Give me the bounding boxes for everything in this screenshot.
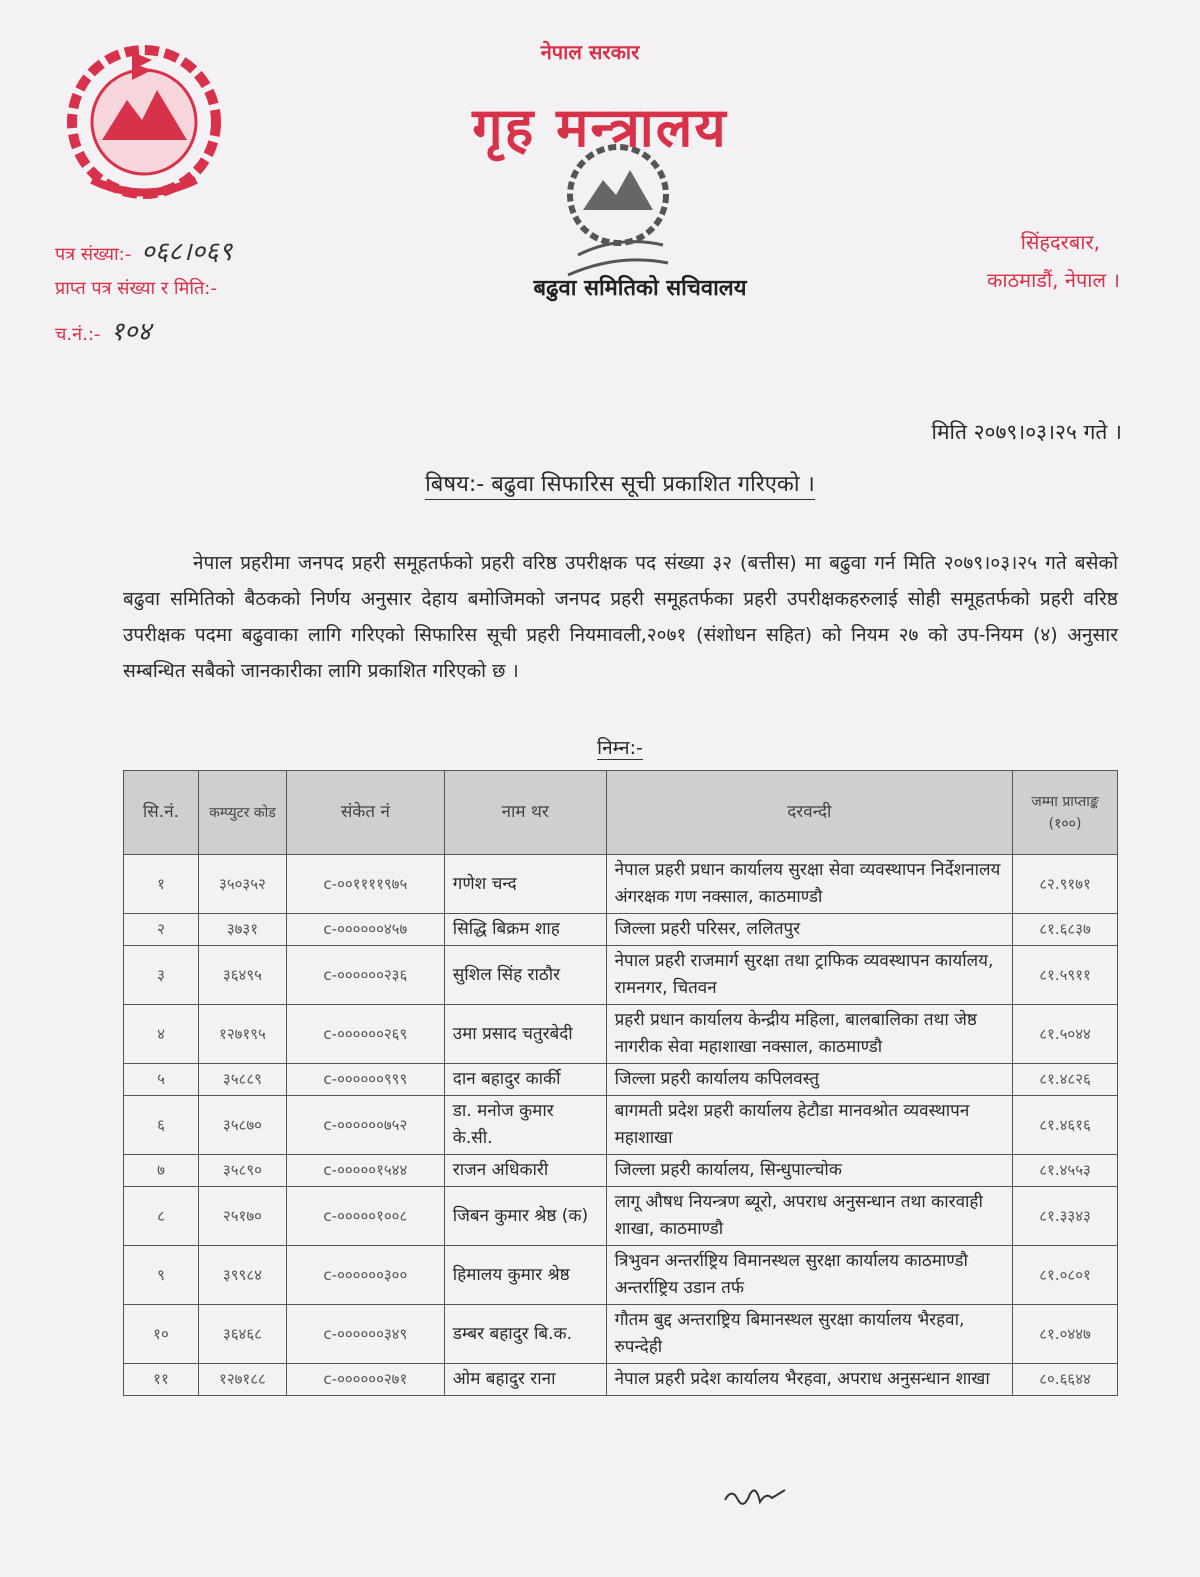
symbol-number-cell: c-००००००७५२ <box>286 1096 444 1155</box>
column-header-serial: सि.नं. <box>124 771 199 855</box>
symbol-number-cell: c-००००००९९९ <box>286 1064 444 1096</box>
post-cell: नेपाल प्रहरी प्रदेश कार्यालय भैरहवा, अपराध अनुसन्धान शाखा <box>606 1364 1012 1396</box>
post-cell: त्रिभुवन अन्तर्राष्ट्रिय विमानस्थल सुरक्षा कार्यालय काठमाण्डौ अन्तर्राष्ट्रिय उडान तर्फ <box>606 1246 1012 1305</box>
name-cell: राजन अधिकारी <box>444 1155 606 1187</box>
list-label <box>0 734 1200 760</box>
serial-cell: ८ <box>124 1187 199 1246</box>
serial-cell: ११ <box>124 1364 199 1396</box>
serial-cell: ७ <box>124 1155 199 1187</box>
table-row <box>124 1364 1118 1396</box>
ministry-seal-icon <box>548 135 688 285</box>
computer-code-cell: ३७३१ <box>198 914 286 946</box>
name-cell: दान बहादुर कार्की <box>444 1064 606 1096</box>
total-score-cell: ८०.६६४४ <box>1013 1364 1118 1396</box>
post-cell: जिल्ला प्रहरी कार्यालय कपिलवस्तु <box>606 1064 1012 1096</box>
symbol-number-cell: c-००००००३०० <box>286 1246 444 1305</box>
total-score-cell: ८१.०८०१ <box>1013 1246 1118 1305</box>
table-row <box>124 1096 1118 1155</box>
total-score-cell: ८१.४८२६ <box>1013 1064 1118 1096</box>
column-header-computer-code: कम्प्युटर कोड <box>198 771 286 855</box>
post-cell: नेपाल प्रहरी राजमार्ग सुरक्षा तथा ट्राफिक व्यवस्थापन कार्यालय, रामनगर, चितवन <box>606 946 1012 1005</box>
symbol-number-cell: c-०००००१५४४ <box>286 1155 444 1187</box>
post-cell: जिल्ला प्रहरी परिसर, ललितपुर <box>606 914 1012 946</box>
letter-number-label: पत्र संख्या:- <box>55 244 132 265</box>
total-score-cell: ८२.९१७१ <box>1013 855 1118 914</box>
address-line-2: काठमाडौं, नेपाल । <box>986 268 1120 292</box>
computer-code-cell: १२७१९५ <box>198 1005 286 1064</box>
table-row <box>124 855 1118 914</box>
letter-number <box>55 232 232 268</box>
symbol-number-cell: c-००००००४५७ <box>286 914 444 946</box>
name-cell: डा. मनोज कुमार के.सी. <box>444 1096 606 1155</box>
received-letter-label: प्राप्त पत्र संख्या र मिति:- <box>55 278 217 299</box>
serial-cell: ३ <box>124 946 199 1005</box>
computer-code-cell: ३५८९० <box>198 1155 286 1187</box>
computer-code-cell: १२७१८८ <box>198 1364 286 1396</box>
government-heading: नेपाल सरकार <box>540 40 640 64</box>
column-header-post: दरवन्दी <box>606 771 1012 855</box>
table-row <box>124 1005 1118 1064</box>
signature <box>720 1482 790 1519</box>
symbol-number-cell: c-००००००२७१ <box>286 1364 444 1396</box>
ministry-title: गृह मन्त्रालय <box>472 96 728 159</box>
dispatch-number-label: च.नं.:- <box>55 324 101 345</box>
dispatch-number <box>55 312 151 348</box>
computer-code-cell: ३५०३५२ <box>198 855 286 914</box>
total-score-cell: ८१.०४४७ <box>1013 1305 1118 1364</box>
total-score-cell: ८१.४५५३ <box>1013 1155 1118 1187</box>
total-score-cell: ८१.५०४४ <box>1013 1005 1118 1064</box>
computer-code-cell: ३६४९५ <box>198 946 286 1005</box>
symbol-number-cell: c-०००००१००८ <box>286 1187 444 1246</box>
signature-icon <box>720 1482 790 1512</box>
secretariat-title: बढुवा समितिको सचिवालय <box>533 276 747 301</box>
table-row <box>124 1246 1118 1305</box>
table-row <box>124 1305 1118 1364</box>
column-header-total-score: जम्मा प्राप्ताङ्क (१००) <box>1013 771 1118 855</box>
table-header-row <box>124 771 1118 855</box>
address-line-1: सिंहदरबार, <box>1020 230 1100 254</box>
subject-text: बिषय:- बढुवा सिफारिस सूची प्रकाशित गरिएको । <box>425 472 815 500</box>
name-cell: हिमालय कुमार श्रेष्ठ <box>444 1246 606 1305</box>
serial-cell: ९ <box>124 1246 199 1305</box>
total-score-cell: ८१.४६१६ <box>1013 1096 1118 1155</box>
subject-line <box>0 468 1200 498</box>
list-label-text: निम्न:- <box>597 737 643 759</box>
body-paragraph: नेपाल प्रहरीमा जनपद प्रहरी समूहतर्फको प्रहरी वरिष्ठ उपरीक्षक पद संख्या ३२ (बत्तीस) मा बढुवा गर्न मिति २०७९।०३।२५ गते बसेको बढुवा समितिको बैठकको निर्णय अनुसार देहाय बमोजिमको जनपद प्रहरी समूहतर्फका प्रहरी उपरीक्षकहरुलाई सोही समूहतर्फको प्रहरी वरिष्ठ उपरीक्षक पदमा बढुवाका लागि गरिएको सिफारिस सूची प्रहरी नियमावली,२०७१ (संशोधन सहित) को नियम २७ को उप-नियम (४) अनुसार सम्बन्धित सबैको जानकारीका लागि प्रकाशित गरिएको छ । <box>123 552 1118 682</box>
serial-cell: ६ <box>124 1096 199 1155</box>
promotion-list-table <box>123 770 1118 1396</box>
serial-cell: ५ <box>124 1064 199 1096</box>
serial-cell: ४ <box>124 1005 199 1064</box>
post-cell: नेपाल प्रहरी प्रधान कार्यालय सुरक्षा सेवा व्यवस्थापन निर्देशनालय अंगरक्षक गण नक्साल, काठमाण्डौ <box>606 855 1012 914</box>
post-cell: गौतम बुद्द अन्तराष्ट्रिय बिमानस्थल सुरक्षा कार्यालय भैरहवा, रुपन्देही <box>606 1305 1012 1364</box>
computer-code-cell: ३५८७० <box>198 1096 286 1155</box>
computer-code-cell: ३६४६८ <box>198 1305 286 1364</box>
name-cell: गणेश चन्द <box>444 855 606 914</box>
symbol-number-cell: c-००००००२३६ <box>286 946 444 1005</box>
post-cell: जिल्ला प्रहरी कार्यालय, सिन्धुपाल्चोक <box>606 1155 1012 1187</box>
computer-code-cell: ३९९८४ <box>198 1246 286 1305</box>
post-cell: बागमती प्रदेश प्रहरी कार्यालय हेटौडा मानवश्रोत व्यवस्थापन महाशाखा <box>606 1096 1012 1155</box>
serial-cell: १० <box>124 1305 199 1364</box>
post-cell: प्रहरी प्रधान कार्यालय केन्द्रीय महिला, बालबालिका तथा जेष्ठ नागरीक सेवा महाशाखा नक्साल, काठमाण्डौ <box>606 1005 1012 1064</box>
name-cell: डम्बर बहादुर बि.क. <box>444 1305 606 1364</box>
symbol-number-cell: c-००११११९७५ <box>286 855 444 914</box>
post-cell: लागू औषध नियन्त्रण ब्यूरो, अपराध अनुसन्धान तथा कारवाही शाखा, काठमाण्डौ <box>606 1187 1012 1246</box>
table-row <box>124 914 1118 946</box>
name-cell: सुशिल सिंह राठौर <box>444 946 606 1005</box>
serial-cell: २ <box>124 914 199 946</box>
computer-code-cell: २५१७० <box>198 1187 286 1246</box>
table-row <box>124 1155 1118 1187</box>
table-row <box>124 1064 1118 1096</box>
name-cell: जिबन कुमार श्रेष्ठ (क) <box>444 1187 606 1246</box>
name-cell: ओम बहादुर राना <box>444 1364 606 1396</box>
column-header-name: नाम थर <box>444 771 606 855</box>
letter-date: मिति २०७९।०३।२५ गते । <box>931 420 1122 444</box>
table-row <box>124 1187 1118 1246</box>
total-score-cell: ८१.६८३७ <box>1013 914 1118 946</box>
table-row <box>124 946 1118 1005</box>
symbol-number-cell: c-००००००३४९ <box>286 1305 444 1364</box>
name-cell: सिद्धि बिक्रम शाह <box>444 914 606 946</box>
name-cell: उमा प्रसाद चतुरबेदी <box>444 1005 606 1064</box>
total-score-cell: ८१.५९११ <box>1013 946 1118 1005</box>
letter-number-value: ०६८।०६९ <box>141 237 233 267</box>
column-header-symbol-number: संकेत नं <box>286 771 444 855</box>
total-score-cell: ८१.३३४३ <box>1013 1187 1118 1246</box>
computer-code-cell: ३५८८९ <box>198 1064 286 1096</box>
dispatch-number-value: १०४ <box>110 317 151 347</box>
serial-cell: १ <box>124 855 199 914</box>
symbol-number-cell: c-००००००२६९ <box>286 1005 444 1064</box>
